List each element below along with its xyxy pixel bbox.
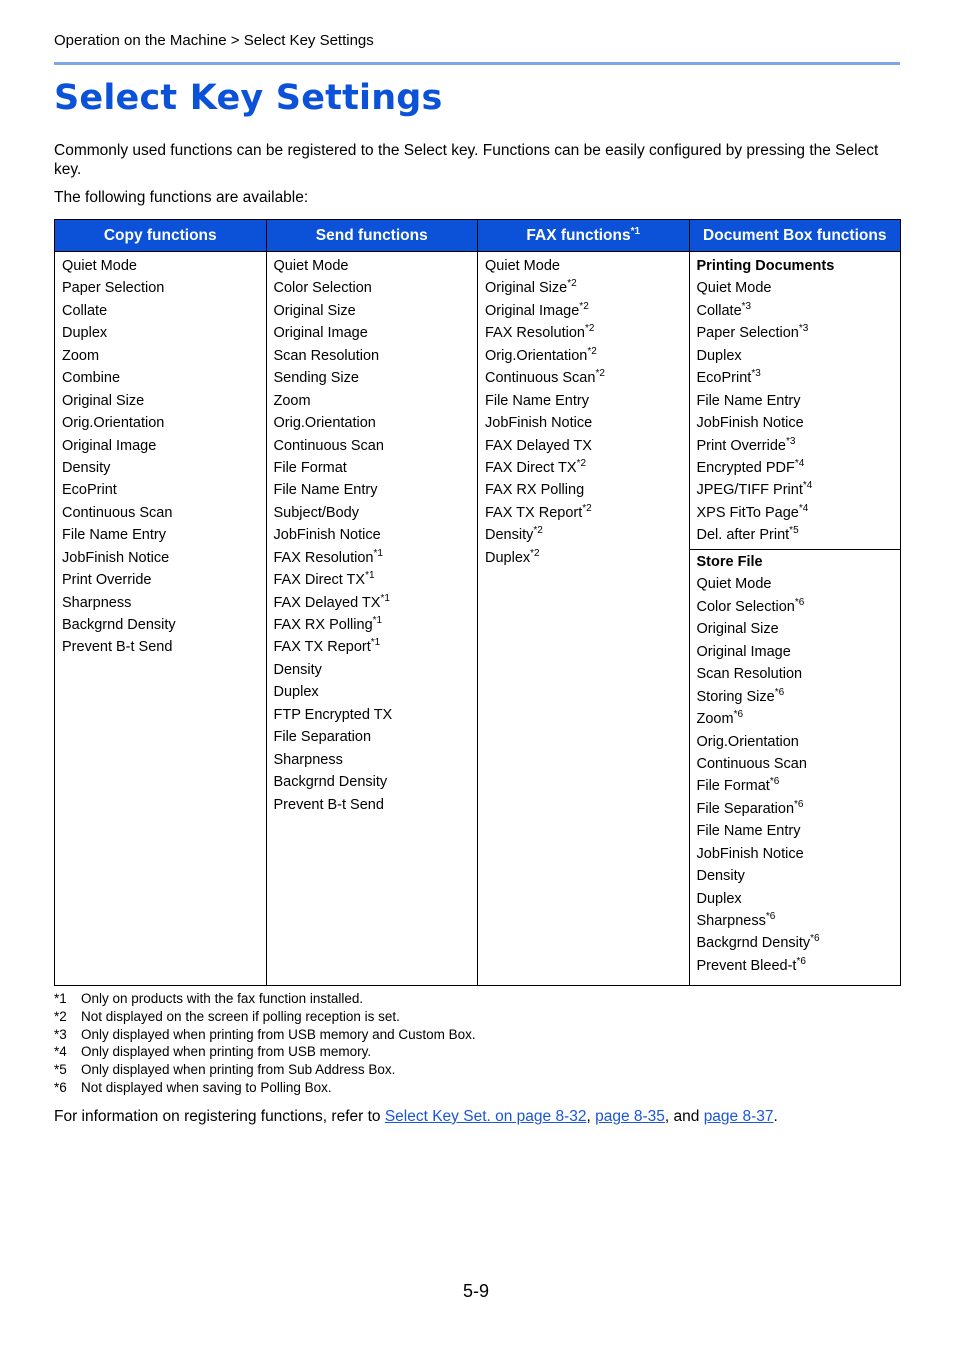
item-label: Continuous Scan — [62, 504, 173, 521]
item-label: Density — [62, 459, 111, 476]
item-label: FAX Resolution — [273, 549, 374, 566]
item-label: Quiet Mode — [273, 258, 349, 274]
footnote-ref: *2 — [587, 345, 597, 357]
footnote-ref: *3 — [798, 323, 809, 335]
item-label: Prevent Bleed-t — [696, 957, 797, 974]
list-item — [274, 277, 478, 299]
item-label: JobFinish Notice — [696, 415, 804, 432]
footnote-ref: *2 — [530, 547, 540, 559]
list-item — [274, 659, 478, 681]
list-item — [697, 910, 901, 932]
item-label: EcoPrint — [696, 370, 752, 387]
list-item — [697, 708, 901, 730]
item-label: Scan Resolution — [696, 666, 803, 683]
link-page-8-35[interactable]: page 8-35 — [595, 1108, 665, 1125]
list-item — [62, 457, 266, 479]
item-label: File Name Entry — [273, 482, 378, 499]
item-label: Collate — [696, 302, 742, 319]
group-title: Store File — [696, 554, 763, 570]
list-item — [697, 345, 901, 367]
list-item — [274, 794, 478, 816]
item-label: FAX TX Report — [273, 639, 371, 656]
list-item — [697, 277, 901, 299]
item-label: JPEG/TIFF Print — [696, 482, 803, 499]
item-label: Orig.Orientation — [62, 415, 165, 432]
item-label: File Format — [273, 459, 347, 476]
link-page-8-37[interactable]: page 8-37 — [703, 1108, 774, 1125]
refer-prefix: For information on registering functions, refer to — [54, 1108, 385, 1125]
list-item — [697, 820, 901, 842]
list-item — [62, 367, 266, 389]
footnote-ref: *6 — [796, 956, 806, 968]
item-label: FAX TX Report — [485, 504, 583, 521]
item-label: Duplex — [273, 684, 319, 701]
item-label: Sending Size — [273, 370, 359, 387]
list-item — [274, 502, 478, 524]
list-item — [485, 255, 689, 277]
list-item — [274, 636, 478, 658]
list-item — [62, 322, 266, 344]
list-item — [697, 412, 901, 434]
reference-text — [54, 1108, 778, 1126]
list-item — [62, 277, 266, 299]
list-item — [274, 412, 478, 434]
footnote — [54, 1043, 476, 1061]
copy-list — [55, 252, 266, 659]
footnote-ref: *2 — [582, 502, 592, 514]
list-item — [697, 596, 901, 618]
list-item — [697, 479, 901, 501]
list-item — [697, 322, 901, 344]
footnote-ref: *6 — [733, 709, 744, 721]
footnote-ref: *1 — [372, 615, 383, 627]
list-item — [697, 798, 901, 820]
list-item — [274, 345, 478, 367]
item-label: FAX Direct TX — [485, 459, 577, 476]
item-label: Original Image — [273, 325, 368, 342]
list-item — [485, 412, 689, 434]
list-item — [62, 412, 266, 434]
list-item — [697, 731, 901, 753]
footnote-marker: *4 — [54, 1044, 67, 1060]
item-label: Continuous Scan — [273, 437, 384, 454]
footnote-ref: *1 — [370, 637, 381, 649]
item-label: Del. after Print — [696, 527, 790, 544]
header-sup: *1 — [630, 225, 641, 237]
send-list — [267, 252, 478, 816]
item-label: FAX RX Polling — [485, 482, 585, 499]
item-label: File Name Entry — [696, 823, 801, 840]
footnote-ref: *3 — [751, 368, 761, 380]
item-label: Color Selection — [273, 280, 372, 297]
item-label: Quiet Mode — [696, 280, 772, 297]
list-item — [274, 322, 478, 344]
link-select-key-set[interactable]: Select Key Set. on page 8-32 — [384, 1108, 587, 1125]
item-label: Continuous Scan — [696, 755, 807, 772]
item-label: Combine — [62, 370, 121, 387]
item-label: Zoom — [696, 711, 734, 728]
item-label: Backgrnd Density — [62, 617, 176, 633]
list-item — [274, 547, 478, 569]
list-item — [274, 749, 478, 771]
footnote-ref: *4 — [798, 502, 809, 514]
item-label: FTP Encrypted TX — [273, 706, 393, 723]
header-document-box — [689, 220, 901, 252]
item-label: Color Selection — [696, 598, 795, 615]
item-label: Density — [696, 868, 745, 885]
item-label: Collate — [62, 302, 108, 319]
header-label: Document Box functions — [703, 226, 887, 244]
footnote-ref: *4 — [802, 480, 813, 492]
footnote-text: Only displayed when printing from Sub Address Box. — [81, 1062, 396, 1078]
fax-list — [478, 252, 689, 569]
item-label: File Separation — [696, 800, 795, 817]
list-item — [697, 573, 901, 595]
footnote-text: Not displayed on the screen if polling reception is set. — [81, 1008, 400, 1024]
list-item — [274, 569, 478, 591]
list-item — [697, 367, 901, 389]
footnote-ref: *5 — [789, 525, 799, 537]
footnote-ref: *3 — [741, 301, 752, 313]
list-item — [62, 390, 266, 412]
item-label: File Name Entry — [696, 392, 801, 409]
list-item — [274, 614, 478, 636]
list-item — [62, 435, 266, 457]
item-label: FAX Delayed TX — [273, 594, 381, 611]
printing-documents-list — [690, 252, 901, 547]
item-label: Paper Selection — [62, 280, 165, 297]
item-label: Prevent B-t Send — [62, 639, 173, 656]
footnote-ref: *6 — [774, 686, 785, 698]
available-text: The following functions are available: — [54, 189, 309, 206]
item-label: Print Override — [696, 437, 786, 454]
document-box-cell — [689, 252, 901, 986]
item-label: Quiet Mode — [485, 258, 560, 274]
item-label: JobFinish Notice — [696, 845, 804, 862]
list-item — [697, 843, 901, 865]
footnote — [54, 1079, 476, 1097]
list-item — [485, 547, 689, 569]
item-label: Original Size — [696, 621, 779, 638]
list-item — [697, 390, 901, 412]
list-item — [697, 888, 901, 910]
list-item — [697, 502, 901, 524]
item-label: Sharpness — [62, 594, 132, 611]
group-title: Printing Documents — [696, 258, 835, 274]
fax-cell — [478, 252, 690, 986]
list-item — [274, 367, 478, 389]
list-item — [62, 345, 266, 367]
list-item — [697, 435, 901, 457]
list-item — [485, 277, 689, 299]
footnote-marker: *1 — [54, 991, 67, 1006]
item-label: Original Image — [62, 437, 157, 454]
page-title: Select Key Settings — [54, 78, 443, 118]
footnote-ref: *2 — [579, 301, 589, 313]
footnote-ref: *6 — [794, 597, 805, 609]
footnote-text: Only displayed when printing from USB memory and Custom Box. — [81, 1026, 476, 1042]
list-item — [274, 726, 478, 748]
footnote-text: Not displayed when saving to Polling Box. — [81, 1079, 332, 1095]
table-body-row — [55, 252, 901, 986]
item-label: FAX RX Polling — [273, 617, 373, 633]
list-item — [274, 435, 478, 457]
item-label: Orig.Orientation — [273, 415, 376, 432]
footnote-marker: *3 — [54, 1026, 67, 1042]
list-item — [697, 618, 901, 640]
item-label: EcoPrint — [62, 482, 117, 499]
item-label: File Separation — [273, 729, 372, 746]
list-item — [697, 955, 901, 977]
list-item — [62, 502, 266, 524]
store-file-list — [690, 550, 901, 977]
footnote-ref: *1 — [373, 547, 383, 559]
footnote-text: Only displayed when printing from USB memory. — [81, 1044, 372, 1060]
intro-paragraph: Commonly used functions can be registered to the Select key. Functions can be easily configured by pressing the Select key. — [54, 142, 879, 178]
functions-table — [54, 219, 901, 986]
list-item — [62, 524, 266, 546]
footnote-ref: *6 — [769, 776, 780, 788]
footnote-text: Only on products with the fax function installed. — [81, 991, 364, 1006]
list-item — [62, 300, 266, 322]
list-item — [485, 502, 689, 524]
item-label: Original Image — [485, 302, 580, 319]
list-item — [697, 300, 901, 322]
footnote — [54, 990, 476, 1008]
list-item — [62, 636, 266, 658]
list-item — [274, 300, 478, 322]
list-item — [274, 704, 478, 726]
item-label: File Format — [696, 778, 770, 795]
refer-sep: , — [586, 1108, 596, 1125]
footnote-ref: *6 — [810, 933, 820, 945]
footnote-marker: *5 — [54, 1062, 67, 1078]
item-label: JobFinish Notice — [62, 549, 170, 566]
footnote-marker: *2 — [54, 1008, 67, 1024]
list-item — [274, 771, 478, 793]
refer-suffix: . — [773, 1108, 778, 1125]
list-item — [697, 686, 901, 708]
item-label: Original Size — [62, 392, 145, 409]
item-label: File Name Entry — [62, 527, 166, 544]
list-item — [274, 255, 478, 277]
item-label: Zoom — [62, 347, 100, 364]
table-header-row — [55, 220, 901, 252]
item-label: File Name Entry — [485, 392, 589, 409]
header-send — [266, 220, 478, 252]
item-label: Sharpness — [273, 751, 343, 768]
footnotes — [54, 990, 476, 1097]
breadcrumb: Operation on the Machine > Select Key Settings — [54, 32, 374, 49]
footnote-ref: *1 — [380, 592, 390, 604]
footnote — [54, 1061, 476, 1079]
item-label: Duplex — [62, 325, 108, 342]
item-label: Orig.Orientation — [696, 733, 799, 750]
send-cell — [266, 252, 478, 986]
item-label: FAX Resolution — [485, 325, 585, 342]
footnote-ref: *4 — [794, 458, 805, 470]
list-item — [62, 614, 266, 636]
list-item — [62, 255, 266, 277]
list-item — [697, 932, 901, 954]
footnote-ref: *1 — [365, 570, 375, 582]
list-item — [697, 865, 901, 887]
list-item — [485, 390, 689, 412]
printing-documents-section — [690, 252, 901, 550]
item-label: Duplex — [696, 890, 742, 907]
item-label: Sharpness — [696, 913, 766, 929]
list-item — [274, 524, 478, 546]
item-label: Subject/Body — [273, 504, 359, 521]
list-item — [697, 663, 901, 685]
header-fax — [478, 220, 690, 252]
item-label: Backgrnd Density — [696, 935, 811, 952]
footnote-ref: *2 — [533, 525, 543, 537]
list-item — [274, 457, 478, 479]
item-label: Backgrnd Density — [273, 774, 388, 791]
header-label: FAX functions — [526, 226, 631, 244]
list-item — [62, 547, 266, 569]
list-item — [485, 367, 689, 389]
list-item — [485, 479, 689, 501]
item-label: Quiet Mode — [62, 258, 137, 274]
item-label: XPS FitTo Page — [696, 504, 799, 521]
item-label: Continuous Scan — [485, 370, 596, 387]
item-label: Original Image — [696, 643, 791, 660]
item-label: FAX Direct TX — [273, 572, 366, 589]
footnote-ref: *2 — [567, 278, 577, 290]
page-number: 5-9 — [463, 1281, 490, 1301]
list-item — [697, 641, 901, 663]
footnote-ref: *6 — [794, 798, 804, 810]
item-label: Paper Selection — [696, 325, 799, 342]
item-label: Original Size — [485, 280, 568, 297]
footnote-ref: *2 — [584, 323, 595, 335]
item-label: Density — [485, 527, 534, 544]
item-label: Density — [273, 661, 322, 678]
list-item — [485, 345, 689, 367]
item-label: Encrypted PDF — [696, 459, 795, 476]
header-label: Send functions — [315, 226, 428, 244]
list-item — [485, 300, 689, 322]
list-item — [62, 479, 266, 501]
list-item — [697, 524, 901, 546]
item-label: Duplex — [485, 549, 531, 566]
list-item — [274, 592, 478, 614]
list-item — [697, 775, 901, 797]
item-label: JobFinish Notice — [273, 527, 381, 544]
item-label: Quiet Mode — [696, 576, 772, 593]
list-item — [274, 479, 478, 501]
list-item — [62, 592, 266, 614]
list-item — [274, 390, 478, 412]
list-item — [62, 569, 266, 591]
item-label: Scan Resolution — [273, 347, 380, 364]
footnote-ref: *3 — [785, 435, 796, 447]
item-label: Zoom — [273, 392, 311, 409]
list-item — [485, 322, 689, 344]
list-item — [697, 457, 901, 479]
footnote-marker: *6 — [54, 1079, 67, 1095]
header-label: Copy functions — [103, 226, 217, 244]
item-label: Print Override — [62, 572, 152, 589]
list-item — [274, 681, 478, 703]
item-label: JobFinish Notice — [485, 415, 593, 432]
item-label: Duplex — [696, 347, 742, 364]
footnote-ref: *2 — [576, 458, 587, 470]
footnote-ref: *6 — [765, 911, 776, 923]
item-label: Orig.Orientation — [485, 347, 588, 364]
list-item — [485, 435, 689, 457]
list-item — [485, 524, 689, 546]
header-rule — [54, 62, 900, 65]
copy-cell — [55, 252, 267, 986]
item-label: FAX Delayed TX — [485, 437, 592, 454]
refer-sep: , and — [664, 1108, 704, 1125]
footnote — [54, 1008, 476, 1026]
list-item — [485, 457, 689, 479]
item-label: Prevent B-t Send — [273, 796, 384, 813]
item-label: Original Size — [273, 302, 356, 319]
store-file-section — [690, 550, 901, 977]
item-label: Storing Size — [696, 688, 775, 705]
footnote — [54, 1026, 476, 1044]
footnote-ref: *2 — [595, 368, 605, 380]
header-copy — [55, 220, 267, 252]
list-item — [697, 753, 901, 775]
